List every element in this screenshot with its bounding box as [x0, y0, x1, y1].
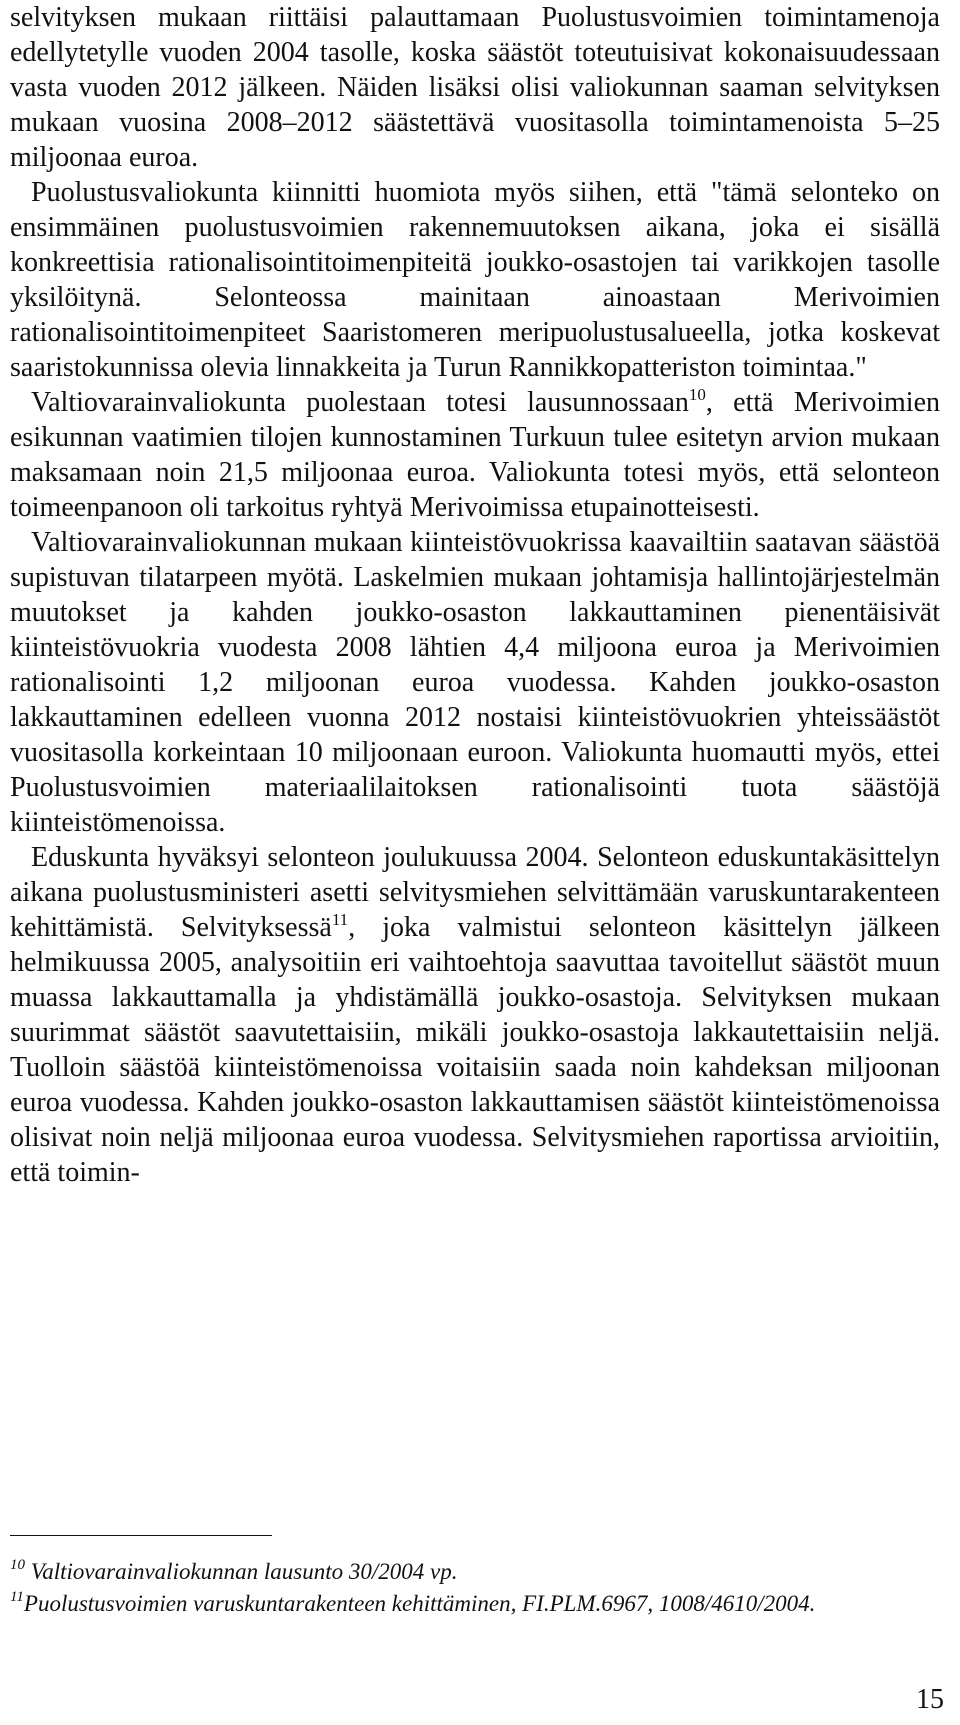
paragraph-5 [10, 840, 940, 1190]
paragraph-4: Valtiovarainvaliokunnan mukaan kiinteistövuokrissa kaavailtiin saatavan säästöä supistuvan tilatarpeen myötä. Laskelmien mukaan johtamisja hallintojärjestelmän muutokset ja kahden joukko-osaston lakkauttaminen pienentäisivät kiinteistövuokria vuodesta 2008 lähtien 4,4 miljoona euroa ja Merivoimien rationalisointi 1,2 miljoonan euroa vuodessa. Kahden joukko-osaston lakkauttaminen edelleen vuonna 2012 nostaisi kiinteistövuokrien yhteissäästöt vuositasolla korkeintaan 10 miljoonaan euroon. Valiokunta huomautti myös, ettei Puolustusvoimien materiaalilaitoksen rationalisointi tuota säästöjä kiinteistömenoissa. [10, 527, 940, 838]
page-number: 15 [916, 1684, 944, 1715]
paragraph-2: Puolustusvaliokunta kiinnitti huomiota myös siihen, että "tämä selonteko on ensimmäinen puolustusvoimien rakennemuutoksen aikana, joka ei sisällä konkreettisia rationalisointitoimenpiteitä joukko-osastojen tai varikkojen tasolle yksilöitynä. Selonteossa mainitaan ainoastaan Merivoimien rationalisointitoimenpiteet Saaristomeren meripuolustusalueella, jotka koskevat saaristokunnissa olevia linnakkeita ja Turun Rannikkopatteriston toimintaa." [10, 177, 940, 383]
paragraph-3-text-a: Valtiovarainvaliokunta puolestaan totesi lausunnossaan [31, 387, 689, 418]
footnote-divider [10, 1535, 272, 1536]
footnote-number: 10 [10, 1557, 25, 1573]
footnote-text: Valtiovarainvaliokunnan lausunto 30/2004 vp. [25, 1559, 458, 1584]
footnote-reference-10: 10 [688, 385, 706, 404]
paragraph-5-text-b: , joka valmistui selonteon käsittelyn jälkeen helmikuussa 2005, analysoitiin eri vaihtoehtoja saavuttaa tavoitellut säästöt muun muassa lakkauttamalla ja yhdistämällä joukko-osastoja. Selvityksen mukaan suurimmat säästöt saavutettaisiin, mikäli joukko-osastoja lakkautettaisiin neljä. Tuolloin säästöä kiinteistömenoissa voitaisiin saada noin kahdeksan miljoonan euroa vuodessa. Kahden joukko-osaston lakkauttamisen säästöt kiinteistömenoissa olisivat noin neljä miljoonaa euroa vuodessa. Selvitysmiehen raportissa arvioitiin, että toimin- [10, 912, 940, 1188]
footnote-number: 11 [10, 1589, 24, 1605]
paragraph-3-text-b: , että Merivoimien esikunnan vaatimien tilojen kunnostaminen Turkuun tulee esitetyn arvion mukaan maksamaan noin 21,5 miljoonaa euroa. Valiokunta totesi myös, että selonteon toimeenpanoon oli tarkoitus ryhtyä Merivoimissa etupainotteisesti. [10, 387, 941, 523]
footnote-10 [10, 1556, 940, 1588]
paragraph-3 [10, 385, 940, 525]
body-text [10, 0, 940, 1190]
footnotes [10, 1556, 940, 1620]
footnote-reference-11: 11 [331, 910, 349, 929]
footnote-11 [10, 1588, 940, 1620]
footnote-text: Puolustusvoimien varuskuntarakenteen kehittäminen, FI.PLM.6967, 1008/4610/2004. [23, 1591, 816, 1616]
paragraph-1: selvityksen mukaan riittäisi palauttamaan Puolustusvoimien toimintamenoja edellytetylle vuoden 2004 tasolle, koska säästöt toteutuisivat kokonaisuudessaan vasta vuoden 2012 jälkeen. Näiden lisäksi olisi valiokunnan saaman selvityksen mukaan vuosina 2008–2012 säästettävä vuositasolla toimintamenoista 5–25 miljoonaa euroa. [10, 2, 940, 173]
paragraph-5-text-a: Eduskunta hyväksyi selonteon joulukuussa 2004. Selonteon eduskuntakäsittelyn aikana puolustusministeri asetti selvitysmiehen selvittämään varuskuntarakenteen kehittämistä. Selvityksessä [10, 842, 940, 943]
